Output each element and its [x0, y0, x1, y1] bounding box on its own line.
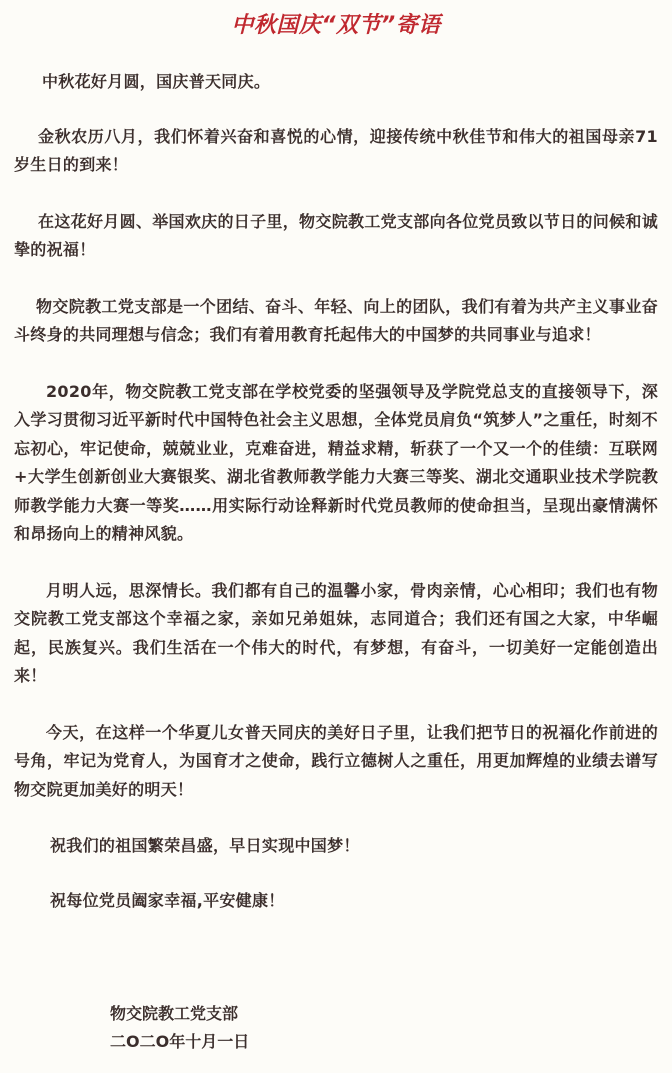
paragraph-6: 今天，在这样一个华夏儿女普天同庆的美好日子里，让我们把节日的祝福化作前进的号角，牢记为党育人，为国育才之使命，践行立德树人之重任，用更加辉煌的业绩去谱写物交院更加美好的明天！ — [14, 722, 658, 799]
letter-body — [14, 68, 658, 915]
paragraph-2: 在这花好月圆、举国欢庆的日子里，物交院教工党支部向各位党员致以节日的问候和诚挚的祝福！ — [14, 211, 658, 259]
paragraph-wish-2: 祝每位党员阖家幸福,平安健康！ — [50, 890, 285, 910]
paragraph-4: 2020年，物交院教工党支部在学校党委的坚强领导及学院党总支的直接领导下，深入学习贯彻习近平新时代中国特色社会主义思想，全体党员肩负“筑梦人”之重任，时刻不忘初心，牢记使命，兢兢业业，克难奋进，精益求精，斩获了一个又一个的佳绩：互联网+大学生创新创业大赛银奖、湖北省教师教学能力大赛三等奖、湖北交通职业技术学院教师教学能力大赛一等奖……用实际行动诠释新时代党员教师的使命担当，呈现出豪情满怀和昂扬向上的精神风貌。 — [14, 381, 658, 543]
paragraph-wish-1: 祝我们的祖国繁荣昌盛，早日实现中国梦！ — [50, 836, 360, 855]
paragraph-3: 物交院教工党支部是一个团结、奋斗、年轻、向上的团队，我们有着为共产主义事业奋斗终身的共同理想与信念；我们有着用教育托起伟大的中国梦的共同事业与追求！ — [14, 296, 658, 344]
signature-date: 二O二O年十月一日 — [110, 1032, 250, 1051]
signature-organization: 物交院教工党支部 — [110, 1004, 239, 1023]
paragraph-greeting: 中秋花好月圆，国庆普天同庆。 — [42, 72, 271, 91]
signature-block — [110, 1000, 249, 1056]
page-title: 中秋国庆“双节”寄语 — [231, 13, 441, 38]
paragraph-5: 月明人远，思深情长。我们都有自己的温馨小家，骨肉亲情，心心相印；我们也有物交院教工党支部这个幸福之家，亲如兄弟姐妹，志同道合；我们还有国之大家，中华崛起，民族复兴。我们生活在一个伟大的时代，有梦想，有奋斗，一切美好一定能创造出来！ — [14, 580, 658, 685]
paragraph-1: 金秋农历八月，我们怀着兴奋和喜悦的心情，迎接传统中秋佳节和伟大的祖国母亲71岁生日的到来！ — [14, 126, 658, 174]
